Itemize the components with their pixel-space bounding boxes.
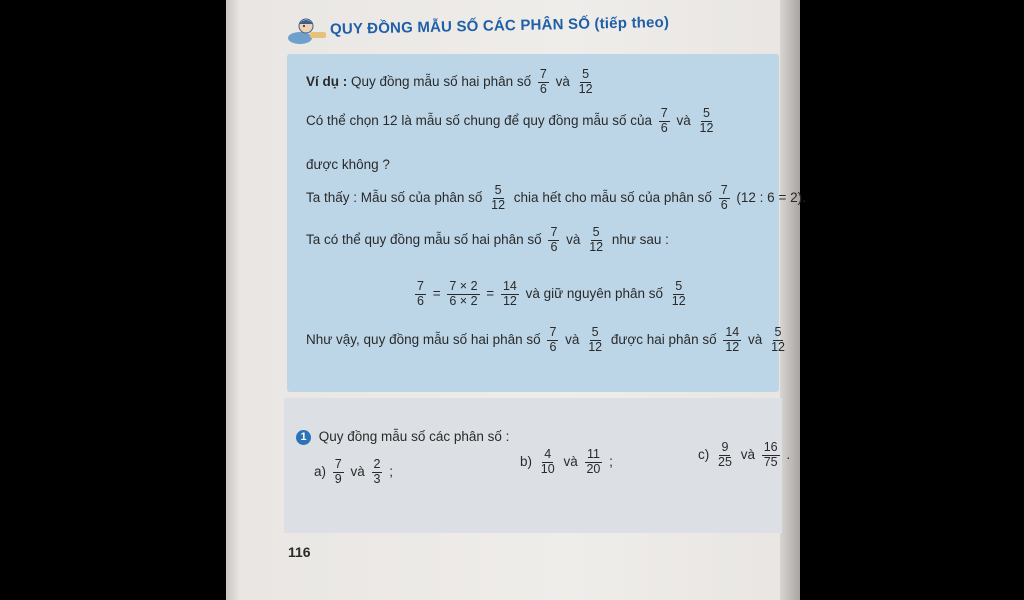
item-end: . [786,446,791,462]
denominator: 6 [549,339,557,354]
fraction-7-6 [659,107,670,136]
fraction [539,448,557,477]
item-end: ; [389,463,394,479]
denominator: 12 [771,339,785,354]
and-word: và [748,331,763,347]
fraction-expanded [447,280,479,309]
numerator: 9 [721,440,729,454]
and-word: và [563,453,578,469]
and-word: và [565,331,580,347]
observation-line [306,184,806,213]
numerator: 5 [675,279,683,293]
denominator: 10 [540,461,555,476]
numerator: 7 [334,457,342,471]
fraction-5-12 [670,280,688,309]
exercise-item-a [314,458,393,487]
equation-line [412,280,691,309]
numerator: 11 [586,447,600,461]
numerator: 7 [660,106,668,120]
denominator: 6 [550,239,558,254]
observation-mid: chia hết cho mẫu số của phân số [513,189,712,205]
method-suffix: như sau : [611,231,669,247]
keep-text: và giữ nguyên phân số [525,285,664,301]
example-line [306,68,598,97]
numerator: 4 [544,447,552,461]
numerator: 5 [591,325,599,339]
item-label: b) [520,453,533,469]
denominator: 6 [720,197,728,212]
lesson-title: QUY ĐỒNG MẪU SỐ CÁC PHÂN SỐ (tiếp theo) [329,13,670,38]
numerator: 14 [725,325,740,339]
page-number: 116 [288,544,311,560]
denominator: 12 [671,293,686,308]
denominator: 6 × 2 [449,293,478,308]
fraction-5-12 [587,226,605,255]
fraction [762,441,780,470]
item-label: c) [698,446,710,462]
fraction-7-6 [547,326,558,355]
result-line [306,326,790,355]
denominator: 12 [502,293,517,308]
fraction-14-12 [723,326,741,355]
denominator: 75 [763,454,778,469]
result-mid: được hai phân số [610,331,717,347]
denominator: 3 [373,471,381,486]
fraction [333,458,344,487]
denominator: 12 [491,197,506,212]
numerator: 7 [539,67,547,81]
fraction-7-6 [415,280,426,309]
equals-sign: = [432,285,441,301]
numerator: 7 [720,183,728,197]
exercise-item-b [520,448,613,477]
example-label: Ví dụ : [306,73,348,89]
denominator: 12 [699,120,714,135]
exercise-heading-text: Quy đồng mẫu số các phân số : [318,429,510,445]
fraction-7-6 [719,184,730,213]
question-line [306,107,718,136]
and-word: và [676,112,691,128]
denominator: 12 [578,81,593,96]
item-label: a) [314,463,327,479]
numerator: 7 [549,325,557,339]
fraction-14-12 [501,280,519,309]
exercise-number-badge: 1 [296,430,311,445]
fraction-5-12 [586,326,604,355]
result-prefix: Như vậy, quy đồng mẫu số hai phân số [306,331,541,347]
denominator: 12 [725,339,740,354]
mascot-icon [286,16,330,46]
and-word: và [740,446,755,462]
page-edge [780,0,800,600]
denominator: 6 [417,293,424,308]
numerator: 5 [592,225,600,239]
lesson-header [286,14,766,48]
and-word: và [555,73,570,89]
exercise-heading [296,430,509,445]
equals-sign: = [486,285,495,301]
example-intro: Quy đồng mẫu số hai phân số [351,73,532,89]
observation-suffix: (12 : 6 = 2). [736,189,806,205]
fraction-7-6 [538,68,549,97]
denominator: 25 [718,454,732,469]
numerator: 7 [417,279,424,293]
numerator: 5 [494,183,502,197]
method-line [306,226,669,255]
numerator: 7 [550,225,558,239]
exercise-item-c [698,441,790,470]
numerator: 14 [502,279,517,293]
numerator: 2 [373,457,381,471]
fraction [716,441,734,470]
and-word: và [566,231,581,247]
denominator: 12 [588,339,603,354]
and-word: và [350,463,365,479]
numerator: 7 × 2 [449,279,478,293]
fraction-5-12 [769,326,787,355]
question-text: Có thể chọn 12 là mẫu số chung để quy đồng mẫu số của [306,112,652,128]
fraction-5-12 [698,107,716,136]
numerator: 5 [774,325,782,339]
fraction-5-12 [577,68,595,97]
fraction-5-12 [489,184,507,213]
denominator: 6 [539,81,547,96]
observation-prefix: Ta thấy : Mẫu số của phân số [306,189,483,205]
fraction [372,458,383,487]
denominator: 20 [586,461,601,476]
numerator: 16 [763,440,778,454]
fraction [584,448,602,477]
numerator: 5 [582,67,590,81]
method-prefix: Ta có thể quy đồng mẫu số hai phân số [306,231,542,247]
denominator: 6 [660,120,668,135]
item-end: ; [609,453,613,469]
numerator: 5 [702,106,710,120]
denominator: 12 [589,239,604,254]
fraction-7-6 [548,226,559,255]
denominator: 9 [334,471,342,486]
question-line-2: được không ? [306,157,390,172]
